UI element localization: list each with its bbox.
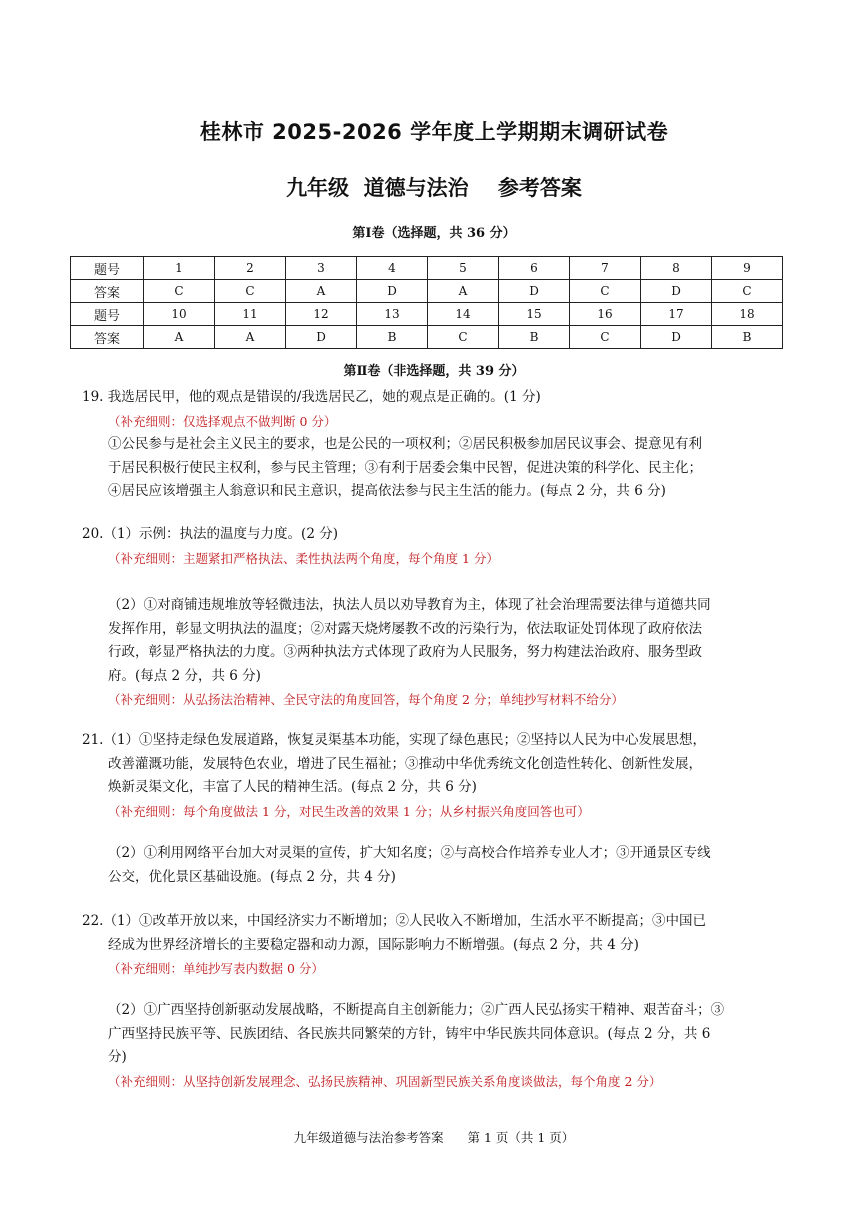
question-22-line: 广西坚持民族平等、民族团结、各民族共同繁荣的方针，铸牢中华民族共同体意识。(每点 2 分，共 6 — [108, 1025, 711, 1042]
table-cell: 12 — [286, 303, 357, 326]
question-22-part-2 — [82, 999, 792, 1093]
table-cell: 10 — [144, 303, 215, 326]
table-cell: 题号 — [71, 257, 144, 280]
table-cell: 5 — [428, 257, 499, 280]
table-cell: 15 — [499, 303, 570, 326]
answer-table — [70, 256, 783, 349]
table-cell: B — [499, 326, 570, 349]
table-cell: 17 — [641, 303, 712, 326]
question-22-note: （补充细则：单纯抄写表内数据 0 分） — [108, 961, 324, 976]
question-21-line: 焕新灵渠文化，丰富了人民的精神生活。(每点 2 分，共 6 分) — [108, 779, 477, 795]
table-cell: 1 — [144, 257, 215, 280]
question-21-line: 改善灌溉功能，发展特色农业，增进了民生福祉；③推动中华优秀统文化创造性转化、创新性发展， — [108, 755, 702, 772]
question-20-line: 府。(每点 2 分，共 6 分) — [108, 667, 261, 684]
table-cell: D — [499, 280, 570, 303]
table-cell: D — [641, 280, 712, 303]
question-20-note: （补充细则：主题紧扣严格执法、柔性执法两个角度，每个角度 1 分） — [108, 550, 499, 566]
page-subtitle: 九年级 道德与法治 参考答案 — [286, 176, 582, 200]
question-19-line: ①公民参与是社会主义民主的要求，也是公民的一项权利；②居民积极参加居民议事会、提意见有利 — [108, 436, 702, 452]
question-20-part-2 — [82, 594, 792, 712]
question-20-line: 发挥作用，彰显文明执法的温度；②对露天烧烤屡教不改的污染行为，依法取证处罚体现了政府依法 — [108, 620, 702, 637]
table-cell: A — [428, 280, 499, 303]
table-row — [71, 326, 783, 349]
question-19-line: 于居民积极行使民主权利，参与民主管理；③有利于居委会集中民智，促进决策的科学化、民主化； — [108, 459, 702, 476]
table-cell: 4 — [357, 257, 428, 280]
question-19-line: 19. 我选居民甲，他的观点是错误的/我选居民乙，她的观点是正确的。(1 分) — [82, 389, 541, 405]
table-cell: D — [357, 280, 428, 303]
question-21-line: 21.（1）①坚持走绿色发展道路，恢复灵渠基本功能，实现了绿色惠民；②坚持以人民为中心发展思想， — [82, 732, 707, 748]
question-20-note: （补充细则：从弘扬法治精神、全民守法的角度回答，每个角度 2 分；单纯抄写材料不给分） — [108, 692, 624, 707]
question-21-line: （2）①利用网络平台加大对灵渠的宣传，扩大知名度；②与高校合作培养专业人才；③开通景区专线 — [108, 845, 711, 861]
table-cell: B — [357, 326, 428, 349]
table-row — [71, 257, 783, 280]
table-cell: 8 — [641, 257, 712, 280]
table-cell: 7 — [570, 257, 641, 280]
table-cell: 6 — [499, 257, 570, 280]
question-22-note: （补充细则：从坚持创新发展理念、弘扬民族精神、巩固新型民族关系角度谈做法，每个角度 2 分） — [108, 1073, 662, 1089]
table-row — [71, 303, 783, 326]
section-1-title: 第Ⅰ卷（选择题，共 36 分） — [352, 226, 516, 241]
question-20-line: 行政，彰显严格执法的力度。③两种执法方式体现了政府为人民服务，努力构建法治政府、服务型政 — [108, 644, 702, 660]
question-21-note: （补充细则：每个角度做法 1 分，对民生改善的效果 1 分；从乡村振兴角度回答也可） — [108, 803, 590, 819]
page-footer: 九年级道德与法治参考答案 第 1 页（共 1 页） — [293, 1130, 575, 1145]
table-cell: C — [570, 326, 641, 349]
table-cell: A — [286, 280, 357, 303]
table-cell: D — [286, 326, 357, 349]
table-cell: 题号 — [71, 303, 144, 326]
table-cell: C — [570, 280, 641, 303]
table-cell: 14 — [428, 303, 499, 326]
table-cell: B — [712, 326, 783, 349]
section-2-title: 第Ⅱ卷（非选择题，共 39 分） — [343, 364, 525, 379]
question-20-line: （2）①对商铺违规堆放等轻微违法，执法人员以劝导教育为主，体现了社会治理需要法律与道德共同 — [108, 597, 711, 613]
table-cell: 2 — [215, 257, 286, 280]
table-cell: 3 — [286, 257, 357, 280]
table-cell: 16 — [570, 303, 641, 326]
table-cell: A — [215, 326, 286, 349]
question-19 — [82, 386, 792, 504]
question-21-line: 公交，优化景区基础设施。(每点 2 分，共 4 分) — [108, 868, 396, 885]
question-22-line: 22.（1）①改革开放以来，中国经济实力不断增加；②人民收入不断增加，生活水平不断提高；③中国已 — [82, 913, 707, 929]
table-cell: 13 — [357, 303, 428, 326]
table-cell: 9 — [712, 257, 783, 280]
question-19-line: ④居民应该增强主人翁意识和民主意识，提高依法参与民主生活的能力。(每点 2 分，共 6 分) — [108, 483, 666, 499]
question-22-line: （2）①广西坚持创新驱动发展战略，不断提高自主创新能力；②广西人民弘扬实干精神、艰苦奋斗；③ — [108, 1002, 725, 1018]
table-cell: A — [144, 326, 215, 349]
table-cell: C — [144, 280, 215, 303]
question-20-line: 20.（1）示例：执法的温度与力度。(2 分) — [82, 526, 338, 542]
question-20 — [82, 523, 792, 570]
question-21-part-2 — [82, 842, 792, 889]
question-22-line: 分) — [108, 1049, 127, 1065]
table-cell: C — [215, 280, 286, 303]
table-cell: 答案 — [71, 326, 144, 349]
question-22-line: 经成为世界经济增长的主要稳定器和动力源，国际影响力不断增强。(每点 2 分，共 4 分) — [108, 936, 639, 953]
table-cell: 答案 — [71, 280, 144, 303]
table-cell: 18 — [712, 303, 783, 326]
table-cell: D — [641, 326, 712, 349]
question-21 — [82, 729, 792, 823]
question-19-note: （补充细则：仅选择观点不做判断 0 分） — [108, 413, 337, 429]
table-cell: 11 — [215, 303, 286, 326]
page-title: 桂林市 2025-2026 学年度上学期期末调研试卷 — [199, 120, 669, 144]
table-cell: C — [712, 280, 783, 303]
table-cell: C — [428, 326, 499, 349]
question-22 — [82, 910, 792, 981]
table-row — [71, 280, 783, 303]
